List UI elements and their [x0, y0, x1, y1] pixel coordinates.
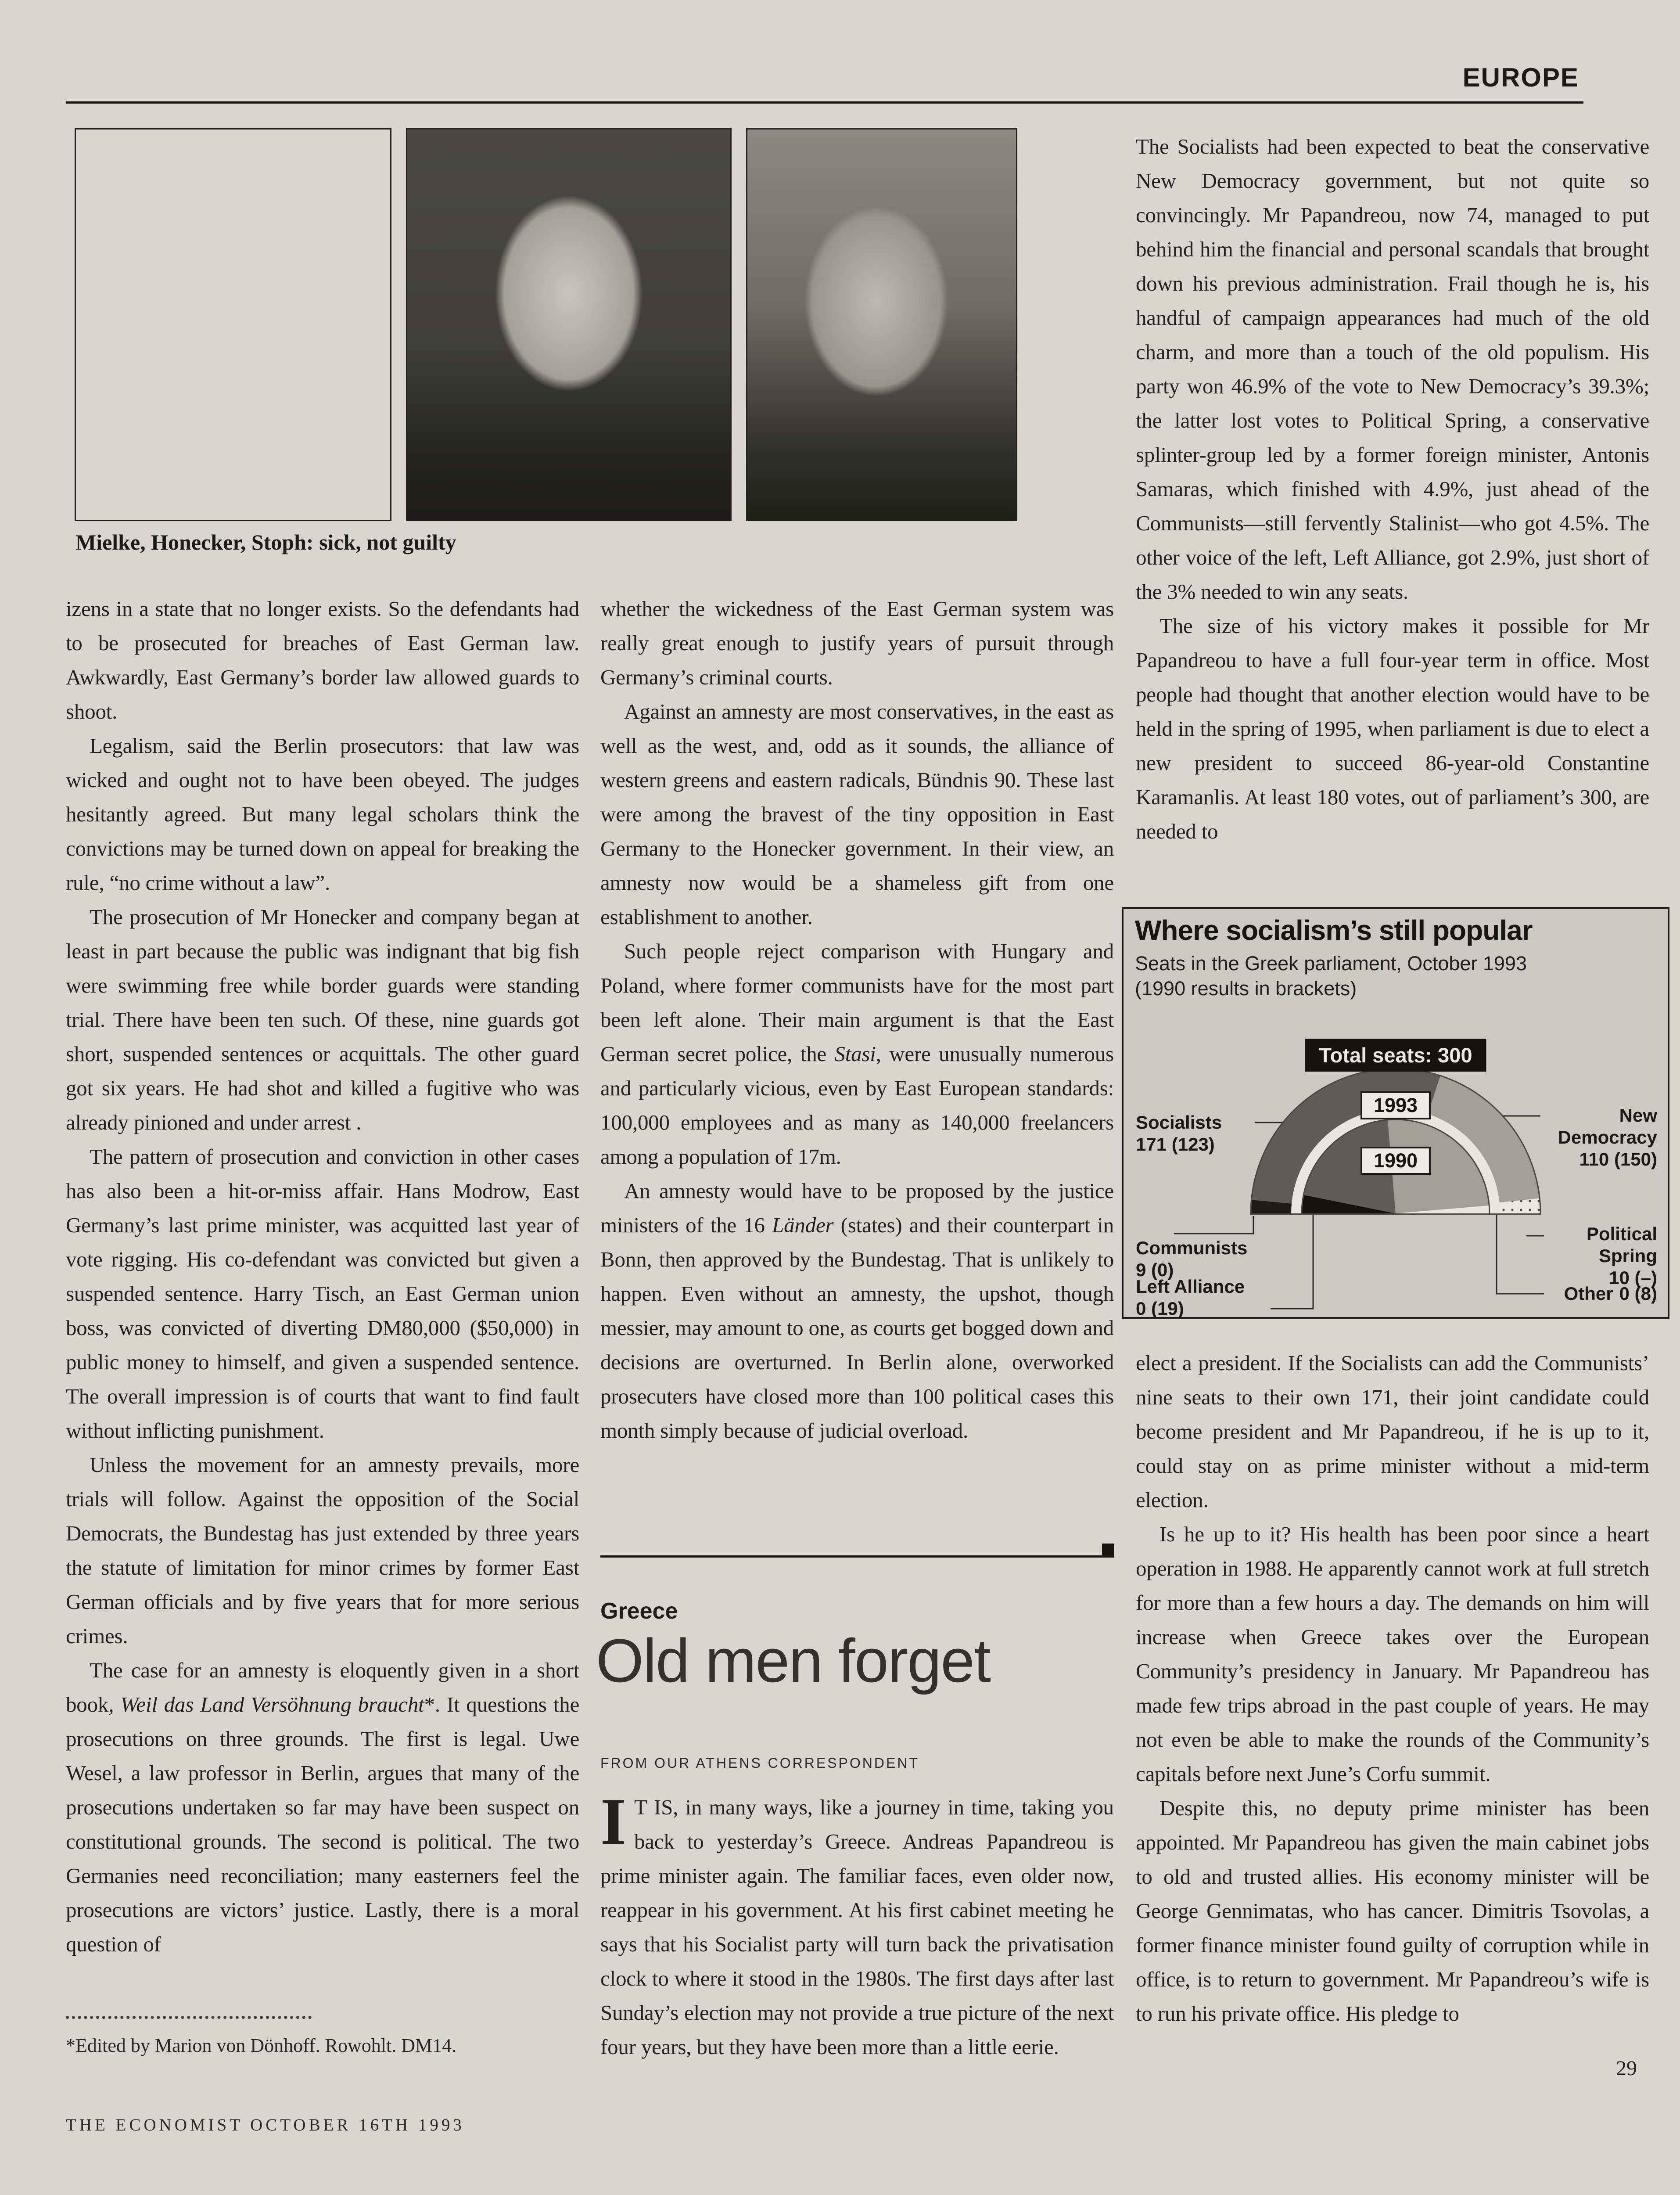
- article2-column-3-bottom: [1136, 1346, 1649, 2092]
- chart-subtitle-line2: (1990 results in brackets): [1135, 977, 1357, 1000]
- paragraph: Unless the movement for an amnesty prevails, more trials will follow. Against the opposition of the Social Democrats, the Bundestag has just extended by three years the statute of limitation for minor crimes by former East German officials and by five years that for more serious crimes.: [66, 1453, 579, 1648]
- chart-title: Where socialism’s still popular: [1135, 914, 1533, 946]
- paragraph: The pattern of prosecution and conviction in other cases has also been a hit-or-miss affair. Hans Modrow, East Germany’s last prime minister, was acquitted last year of vote rigging. His co-defendant was convicted but given a suspended sentence. Harry Tisch, an East German union boss, was convicted of diverting DM80,000 ($50,000) in public money to himself, and given a suspended sentence. The overall impression is of courts that want to find fault without inflicting punishment.: [66, 1144, 579, 1443]
- article-headline: Old men forget: [596, 1626, 990, 1695]
- parliament-chart: [1122, 907, 1669, 1319]
- chart-subtitle-line1: Seats in the Greek parliament, October 1993: [1135, 952, 1527, 975]
- leader-line-communists: [1174, 1216, 1253, 1234]
- end-of-article-rule: [600, 1555, 1114, 1558]
- page-number: 29: [1616, 2057, 1637, 2080]
- total-seats-badge: Total seats: 300: [1305, 1039, 1486, 1072]
- paragraph: An amnesty would have to be proposed by the justice ministers of the 16 Länder (states) and their counterpart in Bonn, then approved by the Bundestag. That is unlikely to happen. Even without an amnesty, the upshot, though messier, may amount to one, as courts get bogged down and decisions are overturned. In Berlin alone, overworked prosecuters have closed more than 100 political cases this month simply because of judicial overload.: [600, 1179, 1114, 1443]
- year-label-1993: 1993: [1361, 1091, 1431, 1119]
- paragraph: elect a president. If the Socialists can add the Communists’ nine seats to their own 171, their joint candidate could become president and Mr Papandreou, if he is up to it, could stay on as prime minister without a mid-term election.: [1136, 1351, 1649, 1512]
- paragraph: Against an amnesty are most conservatives, in the east as well as the west, and, odd as it sounds, the alliance of western greens and eastern radicals, Bündnis 90. These last were among the bravest of the tiny opposition in East Germany to the Honecker government. In their view, an amnesty now would be a shameless gift from one establishment to another.: [600, 699, 1114, 929]
- paragraph: The size of his victory makes it possible for Mr Papandreou to have a full four-year term in office. Most people had thought that another election would have to be held in the spring of 1995, when parliament is due to elect a new president to succeed 86-year-old Constantine Karamanlis. At least 180 votes, out of parliament’s 300, are needed to: [1136, 614, 1649, 843]
- article1-column-1: [66, 592, 579, 2003]
- paragraph: The prosecution of Mr Honecker and company began at least in part because the public was indignant that big fish were swimming free while border guards were standing trial. There have been ten such. Of these, nine guards got short, suspended sentences or acquittals. The other guard got six years. He had shot and killed a fugitive who was already pinioned and under arrest .: [66, 905, 579, 1134]
- paragraph: Despite this, no deputy prime minister has been appointed. Mr Papandreou has given the main cabinet jobs to old and trusted allies. His economy minister will be George Gennimatas, who has cancer. Dimitris Tsovolas, a former finance minister found guilty of corruption while in office, is to return to government. Mr Papandreou’s wife is to run his private office. His pledge to: [1136, 1796, 1649, 2026]
- photo-mielke: [75, 128, 391, 521]
- leader-line-left-alliance: [1271, 1215, 1313, 1309]
- paragraph: The case for an amnesty is eloquently given in a short book, Weil das Land Versöhnung braucht*. It questions the prosecutions on three grounds. The first is legal. Uwe Wesel, a law professor in Berlin, argues that many of the prosecutions undertaken so far may have been suspect on constitutional grounds. The second is political. The two Germanies need reconciliation; many easterners feel the prosecutions are victors’ justice. Lastly, there is a moral question of: [66, 1658, 579, 1956]
- label-communists: Communists 9 (0): [1136, 1238, 1248, 1280]
- paragraph: Such people reject comparison with Hungary and Poland, where former communists have for the most part been left alone. Their main argument is that the East German secret police, the Stasi, were unusually numerous and particularly vicious, even by East European standards: 100,000 employees and as many as 140,000 freelancers among a population of 17m.: [600, 939, 1114, 1169]
- label-socialists: Socialists 171 (123): [1136, 1112, 1222, 1155]
- paragraph: The Socialists had been expected to beat the conservative New Democracy government, but not quite so convincingly. Mr Papandreou, now 74, managed to put behind him the financial and personal scandals that brought down his previous administration. Frail though he is, his handful of campaign appearances had much of the old charm, and more than a touch of the old populism. His party won 46.9% of the vote to New Democracy’s 39.3%; the latter lost votes to Political Spring, a conservative splinter-group led by a former foreign minister, Antonis Samaras, which finished with 4.9%, just ahead of the Communists—still fervently Stalinist—who got 4.5%. The other voice of the left, Left Alliance, got 2.9%, just short of the 3% needed to win any seats.: [1136, 134, 1649, 604]
- photo-honecker: [406, 128, 732, 521]
- drop-cap: I: [600, 1790, 626, 1858]
- chart-subtitle: [1135, 951, 1527, 1001]
- article-byline: FROM OUR ATHENS CORRESPONDENT: [600, 1755, 919, 1771]
- paragraph: Is he up to it? His health has been poor since a heart operation in 1988. He apparently cannot work at full stretch for more than a few hours a day. The demands on him will increase when Greece takes over the European Community’s presidency in January. Mr Papandreou has made few trips abroad in the past couple of years. He may not even be able to make the rounds of the Community’s capitals before next June’s Corfu summit.: [1136, 1522, 1649, 1786]
- leader-line-other: [1497, 1215, 1544, 1294]
- paragraph: whether the wickedness of the East German system was really great enough to justify years of pursuit through Germany’s criminal courts.: [600, 597, 1114, 689]
- year-label-1990: 1990: [1361, 1147, 1431, 1175]
- lead-text: T IS, in many ways, like a journey in time, taking you back to yesterday’s Greece. Andreas Papandreou is prime minister again. The familiar faces, even older now, reappear in his government. At his first cabinet meeting he says that his Socialist party will turn back the privatisation clock to where it stood in the 1980s. The first days after last Sunday’s election may not provide a true picture of the next four years, but they have been more than a little eerie.: [600, 1795, 1114, 2059]
- article2-column-3-top: [1136, 130, 1649, 902]
- photo-caption: Mielke, Honecker, Stoph: sick, not guilty: [75, 530, 456, 554]
- header-rule: [66, 101, 1583, 104]
- magazine-footer: THE ECONOMIST OCTOBER 16TH 1993: [66, 2116, 465, 2134]
- section-title: EUROPE: [1462, 63, 1579, 92]
- paragraph: izens in a state that no longer exists. So the defendants had to be prosecuted for breaches of East German law. Awkwardly, East Germany’s border law allowed guards to shoot.: [66, 597, 579, 723]
- article-kicker: Greece: [600, 1598, 678, 1624]
- label-new-democracy: New Democracy 110 (150): [1558, 1105, 1657, 1169]
- paragraph: Legalism, said the Berlin prosecutors: that law was wicked and ought not to have been obeyed. The judges hesitantly agreed. But many legal scholars think the convictions may be turned down on appeal for breaking the rule, “no crime without a law”.: [66, 734, 579, 895]
- label-other: Other 0 (8): [1564, 1283, 1657, 1304]
- article2-lead-column: [600, 1790, 1114, 2181]
- lead-paragraph: [600, 1790, 1114, 2064]
- footnote: *Edited by Marion von Dönhoff. Rowohlt. DM14.: [66, 2035, 457, 2056]
- photo-stoph: [746, 128, 1017, 521]
- footnote-rule: [66, 2016, 312, 2019]
- end-of-article-marker: [1102, 1544, 1114, 1555]
- label-political-spring: Political Spring 10 (–): [1586, 1223, 1657, 1288]
- article1-column-2: [600, 592, 1114, 1536]
- label-left-alliance: Left Alliance 0 (19): [1136, 1276, 1245, 1319]
